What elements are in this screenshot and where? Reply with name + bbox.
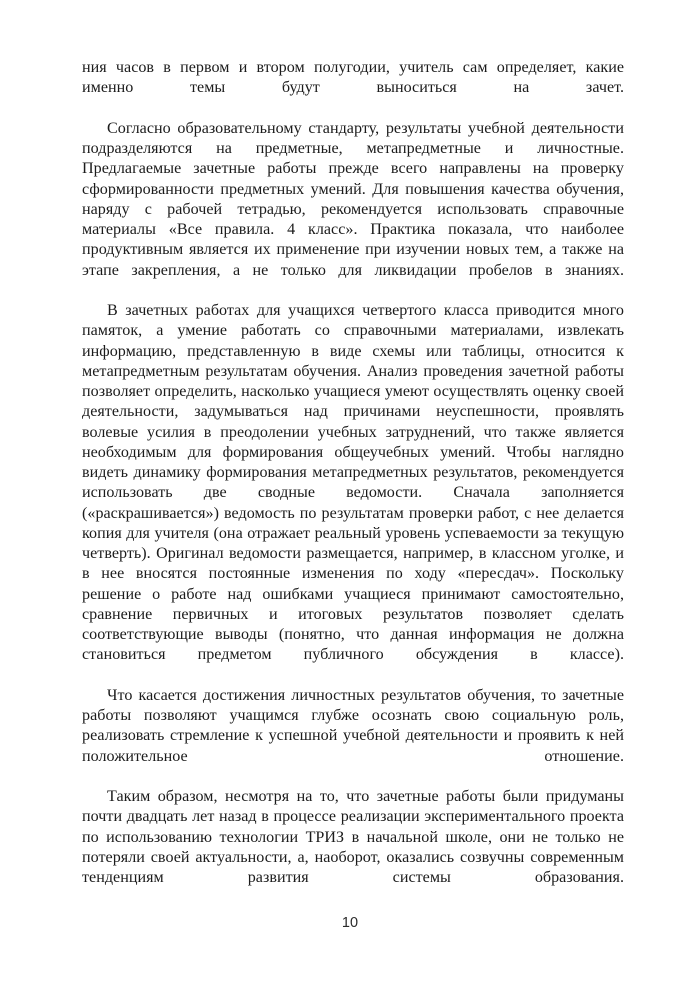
paragraph-4: Что касается достижения личностных результатов обучения, то зачетные работы позволяют учащимся глубже осознать свою социальную роль, реализовать стремление к успешной учебной деятельности и проявить к ней положительное отношение. [82,686,624,765]
paragraph-3: В зачетных работах для учащихся четвертого класса приводится много памяток, а умение работать со справочными материалами, извлекать информацию, представленную в виде схемы или таблицы, относится к метапредметным результатам обучения. Анализ проведения зачетной работы позволяет определить, насколько учащиеся умеют осуществлять оценку своей деятельности, задумываться над причинами неуспешности, проявлять волевые усилия в преодолении учебных затруднений, что также является необходимым для формирования общеучебных умений. Чтобы наглядно видеть динамику формирования метапредметных результатов, рекомендуется использовать две сводные ведомости. Сначала заполняется («раскрашивается») ведомость по результатам проверки работ, с нее делается копия для учителя (она отражает реальный уровень успеваемости за текущую четверть). Оригинал ведомости размещается, например, в классном уголке, и в нее вносятся постоянные изменения по ходу «пересдач». Поскольку решение о работе над ошибками учащиеся принимают самостоятельно, сравнение первичных и итоговых результатов позволяет сделать соответствующие выводы (понятно, что данная информация не должна становиться предметом публичного обсуждения в классе). [82,302,624,664]
body-text-column [82,58,624,909]
paragraph-2: Согласно образовательному стандарту, результаты учебной деятельности подразделяются на предметные, метапредметные и личностные. Предлагаемые зачетные работы прежде всего направлены на проверку сформированности предметных умений. Для повышения качества обучения, наряду с рабочей тетрадью, рекомендуется использовать справочные материалы «Все правила. 4 класс». Практика показала, что наиболее продуктивным является их применение при изучении новых тем, а также на этапе закрепления, а не только для ликвидации пробелов в знаниях. [82,119,624,279]
paragraph-5: Таким образом, несмотря на то, что зачетные работы были придуманы почти двадцать лет назад в процессе реализации экспериментального проекта по использованию технологии ТРИЗ в начальной школе, они не только не потеряли своей актуальности, а, наоборот, оказались созвучны современным тенденциям развития системы образования. [82,788,624,886]
paragraph-1: ния часов в первом и втором полугодии, учитель сам определяет, какие именно темы будут выноситься на зачет. [82,59,624,97]
page-number: 10 [341,915,359,931]
